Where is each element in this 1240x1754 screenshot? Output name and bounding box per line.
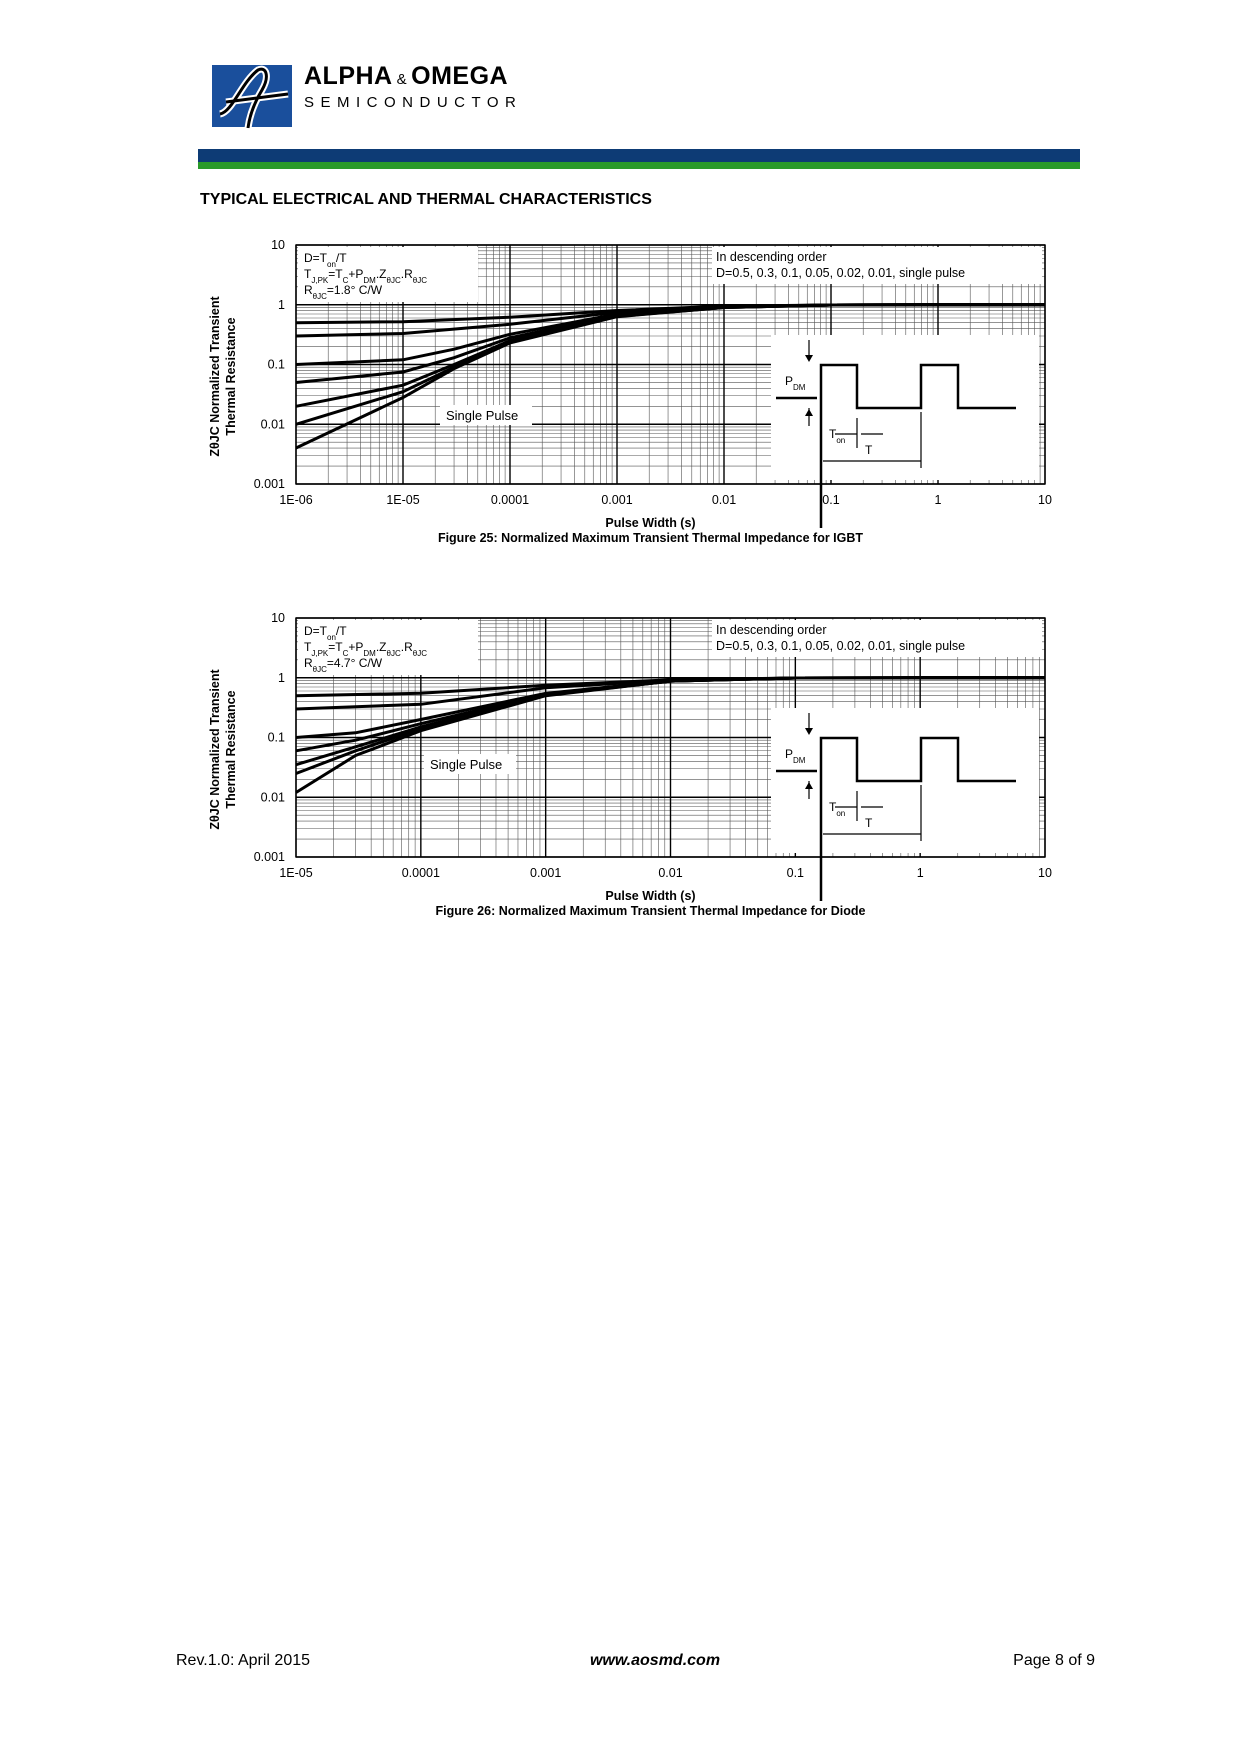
figure-caption: Figure 25: Normalized Maximum Transient Thermal Impedance for IGBT — [437, 531, 864, 545]
x-tick-label: 1E-05 — [279, 866, 313, 880]
brand-name-alpha: ALPHA — [304, 62, 393, 90]
x-tick-label: 1E-05 — [386, 493, 420, 507]
y-tick-label: 1 — [278, 297, 285, 312]
y-axis-label-line1: ZθJC Normalized Transient — [208, 669, 222, 830]
footer-page-number: Page 8 of 9 — [1013, 1652, 1095, 1669]
chart-figure-25-svg — [0, 230, 1240, 550]
brand-name-omega: OMEGA — [411, 62, 509, 90]
annotation-rthjc-value: $R_{\theta JC}=4.7^\circ$ C/W — [304, 656, 383, 674]
y-tick-label: 0.001 — [253, 477, 285, 491]
annotation-rthjc-value: $R_{\theta JC}=1.8^\circ$ C/W — [304, 283, 383, 301]
x-tick-label: 10 — [1038, 493, 1052, 507]
y-tick-label: 10 — [271, 238, 285, 252]
brand-name — [304, 62, 508, 91]
x-tick-label: 0.01 — [711, 493, 737, 507]
x-tick-label: 0.1 — [786, 866, 805, 880]
annotation-order-heading: In descending order — [716, 250, 827, 264]
y-tick-label: 0.1 — [267, 357, 285, 372]
y-tick-label: 0.001 — [253, 850, 285, 864]
annotation-duty-formula: $D=T_{on}/T$ — [304, 624, 347, 642]
x-tick-label: 1E-06 — [279, 493, 313, 507]
x-tick-label: 10 — [1038, 866, 1052, 880]
annotation-tj-formula: $T_{J,PK}=T_C+P_{DM}.Z_{\theta JC}.R_{\theta JC}$ — [304, 640, 427, 658]
y-axis-label-line1: ZθJC Normalized Transient — [208, 296, 222, 457]
alpha-omega-logo-icon — [212, 62, 292, 132]
annotation-order-list: D=0.5, 0.3, 0.1, 0.05, 0.02, 0.01, single pulse — [716, 266, 966, 280]
y-axis-label-line2: Thermal Resistance — [224, 317, 238, 436]
inset-pdm-label: $P_{DM}$ — [785, 374, 806, 392]
x-tick-label: 1 — [916, 866, 924, 880]
inset-ton-label: $T_{on}$ — [829, 800, 846, 818]
y-tick-label: 1 — [278, 670, 285, 685]
chart-figure-25 — [0, 230, 1240, 550]
inset-ton-label: $T_{on}$ — [829, 427, 846, 445]
footer-revision: Rev.1.0: April 2015 — [176, 1652, 311, 1669]
header-band-green — [198, 162, 1080, 169]
single-pulse-label: Single Pulse — [430, 757, 503, 772]
chart-figure-26 — [0, 603, 1240, 923]
section-title: TYPICAL ELECTRICAL AND THERMAL CHARACTERISTICS — [200, 191, 652, 208]
chart-1-plot-area — [296, 618, 1045, 901]
x-tick-label: 0.01 — [658, 866, 683, 880]
figure-caption: Figure 26: Normalized Maximum Transient Thermal Impedance for Diode — [435, 904, 866, 918]
x-tick-label: 0.001 — [601, 493, 633, 507]
x-tick-label: 0.001 — [530, 866, 562, 880]
inset-t-label: T — [865, 816, 873, 830]
y-axis-label-line2: Thermal Resistance — [224, 690, 238, 809]
annotation-tj-formula: $T_{J,PK}=T_C+P_{DM}.Z_{\theta JC}.R_{\theta JC}$ — [304, 267, 427, 285]
chart-0-plot-area — [296, 245, 1045, 528]
x-tick-label: 0.0001 — [490, 493, 530, 507]
annotation-order-list: D=0.5, 0.3, 0.1, 0.05, 0.02, 0.01, single pulse — [716, 639, 966, 653]
y-tick-label: 0.01 — [260, 417, 285, 432]
brand-subtitle: SEMICONDUCTOR — [304, 94, 523, 111]
inset-t-label: T — [865, 443, 873, 457]
annotation-order-heading: In descending order — [716, 623, 827, 637]
x-axis-label: Pulse Width (s) — [605, 516, 696, 530]
footer-website-link[interactable]: www.aosmd.com — [589, 1652, 721, 1669]
inset-pdm-label: $P_{DM}$ — [785, 747, 806, 765]
y-tick-label: 0.1 — [267, 730, 285, 745]
brand-ampersand: & — [396, 71, 408, 88]
company-logo — [212, 62, 522, 132]
annotation-duty-formula: $D=T_{on}/T$ — [304, 251, 347, 269]
y-tick-label: 10 — [271, 611, 285, 625]
chart-figure-26-svg — [0, 603, 1240, 923]
x-axis-label: Pulse Width (s) — [605, 889, 696, 903]
x-tick-label: 1 — [934, 493, 942, 507]
x-tick-label: 0.0001 — [401, 866, 440, 880]
y-tick-label: 0.01 — [260, 790, 285, 805]
header-band-blue — [198, 149, 1080, 162]
x-tick-label: 0.1 — [822, 493, 840, 507]
single-pulse-label: Single Pulse — [446, 408, 519, 423]
